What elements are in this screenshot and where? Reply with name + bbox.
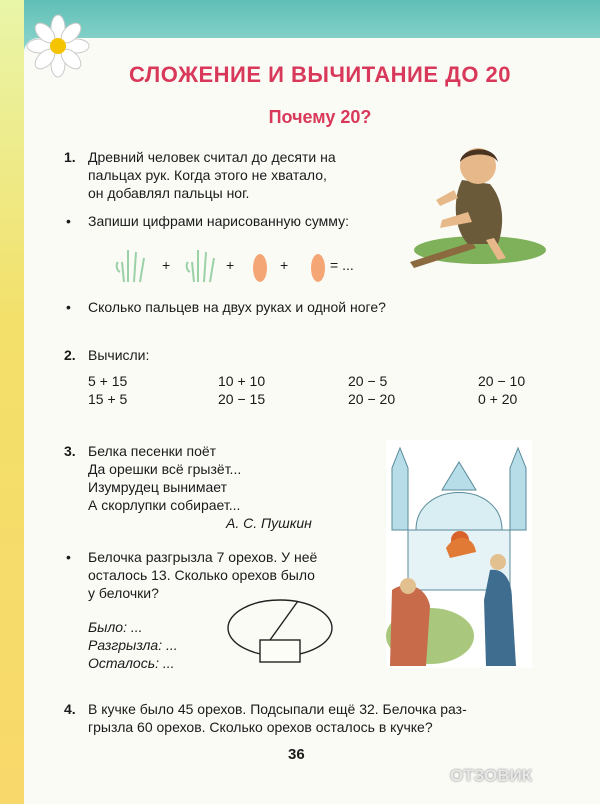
task3-question-line2: осталось 13. Сколько орехов было	[88, 567, 315, 583]
sum-plus-2: +	[226, 257, 235, 273]
poem-line4: А скорлупки собирает...	[88, 497, 241, 513]
expr-1-2: 15 + 5	[88, 391, 128, 407]
expr-3-1: 20 − 5	[348, 373, 388, 389]
expr-1-1: 5 + 15	[88, 373, 128, 389]
task4-line1: В кучке было 45 орехов. Подсыпали ещё 32. Белочка раз-	[88, 701, 467, 717]
sum-equals: = ...	[330, 257, 354, 273]
field-bylo: Было: ...	[88, 619, 143, 635]
task2-label: Вычисли:	[88, 347, 150, 363]
task1-bullet2-marker: •	[66, 299, 71, 315]
poem-line3: Изумрудец вынимает	[88, 479, 228, 495]
task1-bullet2: Сколько пальцев на двух руках и одной ноге?	[88, 299, 386, 315]
page-subtitle: Почему 20?	[268, 107, 372, 127]
expr-3-2: 20 − 20	[348, 391, 396, 407]
task1-line2: пальцах рук. Когда этого не хватало,	[88, 167, 327, 183]
task1-line1: Древний человек считал до десяти на	[88, 149, 336, 165]
palace-squirrel-illustration	[386, 440, 532, 668]
page-title: СЛОЖЕНИЕ И ВЫЧИТАНИЕ ДО 20	[128, 62, 512, 87]
foot-icon	[311, 254, 325, 282]
task1-bullet1-marker: •	[66, 213, 71, 229]
watermark: ОТЗОВИК	[450, 766, 533, 785]
hand-icon	[117, 250, 144, 282]
task1-line3: он добавлял пальцы ног.	[88, 185, 250, 201]
part-whole-diagram	[226, 596, 336, 668]
left-color-band	[0, 0, 24, 804]
sum-plus-3: +	[280, 257, 289, 273]
task2-number: 2.	[64, 347, 76, 363]
poem-line2: Да орешки всё грызёт...	[88, 461, 242, 477]
expr-4-2: 0 + 20	[478, 391, 518, 407]
caveman-illustration	[402, 140, 552, 272]
task3-number: 3.	[64, 443, 76, 459]
task1-number: 1.	[64, 149, 76, 165]
foot-icon	[253, 254, 267, 282]
sum-plus-1: +	[162, 257, 171, 273]
task1-bullet1: Запиши цифрами нарисованную сумму:	[88, 213, 349, 229]
page-number: 36	[288, 746, 305, 763]
task3-question-line3: у белочки?	[88, 585, 159, 601]
expr-4-1: 20 − 10	[478, 373, 526, 389]
poem-author: А. С. Пушкин	[226, 515, 312, 531]
task3-question-line1: Белочка разгрызла 7 орехов. У неё	[88, 549, 318, 565]
poem-line1: Белка песенки поёт	[88, 443, 217, 459]
task3-bullet-marker: •	[66, 549, 71, 565]
expr-2-2: 20 − 15	[218, 391, 266, 407]
field-razgryzla: Разгрызла: ...	[88, 637, 178, 653]
task4-number: 4.	[64, 701, 76, 717]
hand-icon	[187, 250, 214, 282]
field-ostalos: Осталось: ...	[88, 655, 175, 671]
expr-2-1: 10 + 10	[218, 373, 266, 389]
task4-line2: грызла 60 орехов. Сколько орехов осталось в кучке?	[88, 719, 433, 735]
